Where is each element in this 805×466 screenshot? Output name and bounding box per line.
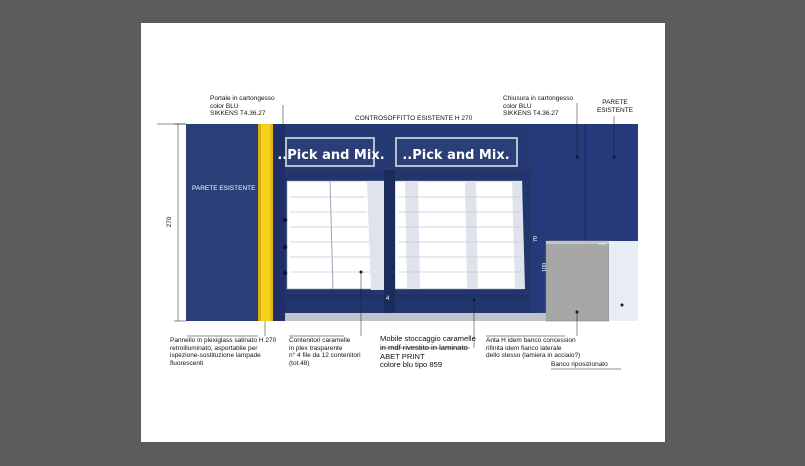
- label-anta: Anta H idem banco concession rifinita idem fianco laterale dello stesso (lamiera in acciaio?): [486, 337, 581, 360]
- sign-right: [395, 137, 518, 167]
- candy-display-right: [395, 181, 525, 289]
- label-contenitori: Contenitori caramelle in plex trasparente n° 4 file da 12 contenitori (tot.48): [289, 337, 361, 367]
- label-chiusura: Chiusura in cartongesso color BLU SIKKENS T4.36.27: [503, 95, 574, 118]
- label-banco: Banco riposizionato: [551, 361, 608, 368]
- counter: [546, 241, 638, 321]
- sign-left: [277, 137, 384, 167]
- label-portale: Portale in cartongesso color BLU SIKKENS T4.36.27: [210, 95, 275, 118]
- sign-right-text: ..Pick and Mix.: [402, 148, 510, 163]
- dim-100: 100: [542, 262, 548, 272]
- candy-display-left: [287, 181, 388, 290]
- label-controsoffitto: CONTROSOFFITTO ESISTENTE H 270: [355, 115, 473, 122]
- label-pannello: Pannello in plexiglass satinato H 270 retroilluminato, asportabile per ispezione-sostituzione lampade fluorescenti: [170, 337, 277, 367]
- label-parete-esistente-right: PARETE ESISTENTE: [596, 99, 634, 114]
- sign-left-text: ..Pick and Mix.: [277, 148, 385, 163]
- label-parete-esistente-left: PARETE ESISTENTE: [192, 185, 256, 192]
- svg-text:4: 4: [386, 296, 390, 302]
- height-dimension: 270: [166, 216, 173, 228]
- label-mobile: Mobile stoccaggio caramelle in mdf rivestito in laminato ABET PRINT colore blu tipo 859: [380, 334, 476, 370]
- dim-70: 70: [533, 235, 539, 242]
- existing-wall-left: [186, 124, 258, 321]
